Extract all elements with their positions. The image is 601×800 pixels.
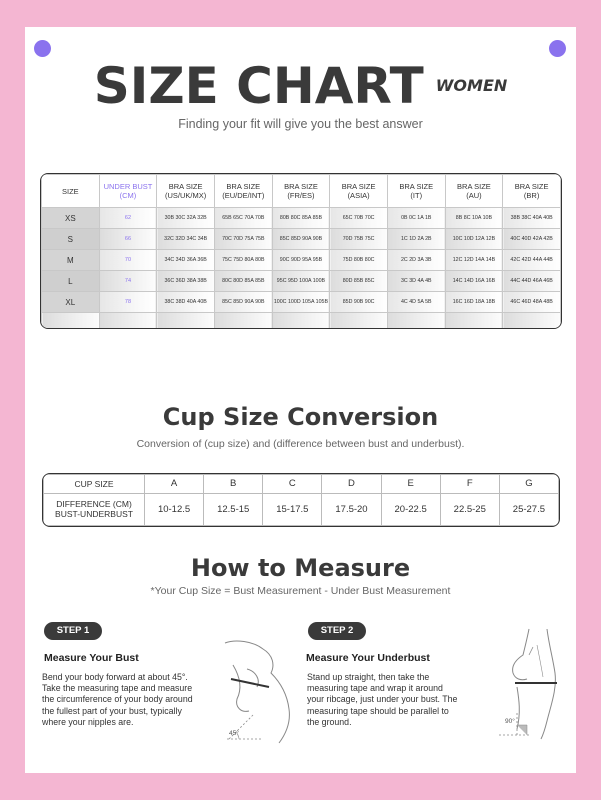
bra-size-cell: 90C 90D 95A 95B <box>272 250 330 271</box>
cup-diff-cell: 25-27.5 <box>499 493 558 525</box>
bra-size-cell: 65C 70B 70C <box>330 208 388 229</box>
bra-size-cell: 46C 46D 48A 48B <box>503 292 561 313</box>
size-chart-sheet <box>25 27 576 773</box>
bra-size-cell: 80D 85B 85C <box>330 271 388 292</box>
size-cell: L <box>42 271 100 292</box>
size-table-header <box>42 175 561 208</box>
step2-title: Measure Your Underbust <box>306 652 430 664</box>
bra-size-cell: 85D 90B 90C <box>330 292 388 313</box>
cup-letter-cell: F <box>440 475 499 494</box>
bra-size-cell: 12C 12D 14A 14B <box>445 250 503 271</box>
step2-line: Stand up straight, then take the <box>307 672 430 682</box>
cup-diff-cell: 17.5-20 <box>322 493 381 525</box>
bra-size-cell: 70D 75B 75C <box>330 229 388 250</box>
table-row <box>42 229 561 250</box>
bra-size-cell: 0B 0C 1A 1B <box>387 208 445 229</box>
header-line: (EU/DE/INT) <box>222 191 265 200</box>
bra-size-cell: 16C 16D 18A 18B <box>445 292 503 313</box>
header-line: (CM) <box>119 191 137 200</box>
empty-cell <box>42 313 100 330</box>
bra-size-cell: 100C 100D 105A 105B <box>272 292 330 313</box>
size-table-header-cell <box>99 175 157 208</box>
empty-cell <box>387 313 445 330</box>
header-line: BRA SIZE <box>341 182 376 191</box>
header-line: SIZE <box>61 186 79 196</box>
header-line: BRA SIZE <box>284 182 318 191</box>
page-subtitle: Finding your fit will give you the best answer <box>178 117 423 131</box>
angle-label-45: 45° <box>229 730 239 737</box>
cup-section-note: Conversion of (cup size) and (difference between bust and underbust). <box>136 438 465 450</box>
size-table-header-cell <box>387 175 445 208</box>
step2-line: measuring tape should be parallel to <box>307 705 449 716</box>
measure-section-note: *Your Cup Size = Bust Measurement - Under Bust Measurement <box>150 585 451 597</box>
bra-size-cell: 2C 2D 3A 3B <box>387 250 445 271</box>
bra-size-cell: 95C 95D 100A 100B <box>272 271 330 292</box>
bra-size-cell: 75D 80B 80C <box>330 250 388 271</box>
cup-letter-cell: C <box>263 475 322 494</box>
step1-line: Take the measuring tape and measure <box>42 683 193 694</box>
pin-dot-right <box>549 40 566 57</box>
measure-section-title: How to Measure <box>190 554 411 582</box>
header-line: (ASIA) <box>347 191 370 200</box>
cup-diff-cell: 15-17.5 <box>263 493 322 525</box>
step1-title: Measure Your Bust <box>44 652 139 664</box>
empty-cell <box>214 313 272 330</box>
underbust-cell: 70 <box>99 250 157 271</box>
cup-section-title: Cup Size Conversion <box>162 403 439 431</box>
size-cell: S <box>42 229 100 250</box>
cup-letter-cell: A <box>145 475 204 494</box>
cup-letter-cell: E <box>381 475 440 494</box>
empty-cell <box>272 313 330 330</box>
size-table-header-cell <box>157 175 215 208</box>
size-table-header-cell <box>42 175 100 208</box>
size-cell: XS <box>42 208 100 229</box>
header-line: (IT) <box>410 191 423 200</box>
bra-size-cell: 34C 34D 36A 36B <box>157 250 215 271</box>
bra-size-cell: 44C 44D 46A 46B <box>503 271 561 292</box>
cup-diff-cell: 10-12.5 <box>145 493 204 525</box>
cup-letter-cell: B <box>204 475 263 494</box>
underbust-measure-illustration <box>477 625 565 741</box>
bra-size-cell: 38C 38D 40A 40B <box>157 292 215 313</box>
bra-size-cell: 8B 8C 10A 10B <box>445 208 503 229</box>
table-row <box>42 271 561 292</box>
step1-pill: STEP 1 <box>44 622 102 640</box>
title-row <box>25 57 576 115</box>
bra-size-cell: 85C 85D 90A 90B <box>214 292 272 313</box>
step1-line: Bend your body forward at about 45°. <box>42 672 188 682</box>
size-table-header-cell <box>445 175 503 208</box>
bra-size-cell: 32C 32D 34C 34B <box>157 229 215 250</box>
bra-size-cell: 65B 65C 70A 70B <box>214 208 272 229</box>
step1-text <box>42 672 227 728</box>
size-cell: M <box>42 250 100 271</box>
difference-row <box>44 493 559 525</box>
header-line: BRA SIZE <box>514 182 549 191</box>
empty-cell <box>99 313 157 330</box>
cup-size-row <box>44 475 559 494</box>
step1-line: the circumference of your body around <box>42 694 193 705</box>
cup-diff-cell: 20-22.5 <box>381 493 440 525</box>
step2-pill: STEP 2 <box>308 622 366 640</box>
bra-size-cell: 42C 42D 44A 44B <box>503 250 561 271</box>
table-row <box>42 292 561 313</box>
empty-cell <box>157 313 215 330</box>
bra-size-cell: 14C 14D 16A 16B <box>445 271 503 292</box>
angle-label-90: 90° <box>505 718 515 725</box>
bra-size-cell: 80B 80C 85A 85B <box>272 208 330 229</box>
cup-conversion-table <box>42 473 560 527</box>
underbust-cell: 62 <box>99 208 157 229</box>
header-line: BRA SIZE <box>226 182 261 191</box>
women-tag: WOMEN <box>435 76 508 95</box>
cup-diff-cell: 12.5-15 <box>204 493 263 525</box>
header-line: BRA SIZE <box>168 182 203 191</box>
bust-measure-illustration <box>213 635 303 745</box>
header-line: BRA SIZE <box>399 182 434 191</box>
size-chart-table <box>40 173 562 329</box>
step2-text <box>307 672 471 728</box>
empty-cell <box>445 313 503 330</box>
bra-size-cell: 40C 40D 42A 42B <box>503 229 561 250</box>
bra-size-cell: 80C 80D 85A 85B <box>214 271 272 292</box>
cup-letter-cell: D <box>322 475 381 494</box>
bra-size-cell: 36C 36D 38A 38B <box>157 271 215 292</box>
bra-size-cell: 1C 1D 2A 2B <box>387 229 445 250</box>
header-line: (BR) <box>523 191 540 200</box>
bra-size-cell: 30B 30C 32A 32B <box>157 208 215 229</box>
header-line: UNDER BUST <box>103 182 153 191</box>
difference-label <box>44 493 145 525</box>
header-line: (US/UK/MX) <box>165 191 207 200</box>
difference-label-line1: DIFFERENCE (CM) <box>56 499 132 510</box>
bra-size-cell: 85C 85D 90A 90B <box>272 229 330 250</box>
cup-letter-cell: G <box>499 475 558 494</box>
bra-size-cell: 4C 4D 5A 5B <box>387 292 445 313</box>
difference-label-line2: BUST-UNDERBUST <box>55 509 133 520</box>
size-table-header-cell <box>330 175 388 208</box>
step1-line: where your nipples are. <box>42 716 134 727</box>
table-row <box>42 208 561 229</box>
bra-size-cell: 38B 38C 40A 40B <box>503 208 561 229</box>
size-cell: XL <box>42 292 100 313</box>
empty-cell <box>330 313 388 330</box>
pin-dot-left <box>34 40 51 57</box>
size-table-header-cell <box>503 175 561 208</box>
size-table-header-cell <box>272 175 330 208</box>
header-line: (FR/ES) <box>287 191 315 200</box>
bra-size-cell: 70C 70D 75A 75B <box>214 229 272 250</box>
bra-size-cell: 3C 3D 4A 4B <box>387 271 445 292</box>
table-row-empty <box>42 313 561 330</box>
underbust-cell: 78 <box>99 292 157 313</box>
header-line: BRA SIZE <box>457 182 491 191</box>
page-title: SIZE CHART <box>93 57 424 115</box>
header-line: (AU) <box>466 191 482 200</box>
underbust-cell: 66 <box>99 229 157 250</box>
cup-size-label: CUP SIZE <box>44 475 145 494</box>
step1-line: the fullest part of your bust, typically <box>42 705 182 716</box>
table-row <box>42 250 561 271</box>
bra-size-cell: 75C 75D 80A 80B <box>214 250 272 271</box>
size-table-body <box>42 208 561 330</box>
step2-line: measuring tape and wrap it around <box>307 683 443 694</box>
empty-cell <box>503 313 561 330</box>
size-table-header-cell <box>214 175 272 208</box>
cup-diff-cell: 22.5-25 <box>440 493 499 525</box>
step2-line: the ground. <box>307 716 352 727</box>
underbust-cell: 74 <box>99 271 157 292</box>
step2-line: your ribcage, just under your bust. The <box>307 694 458 705</box>
bra-size-cell: 10C 10D 12A 12B <box>445 229 503 250</box>
